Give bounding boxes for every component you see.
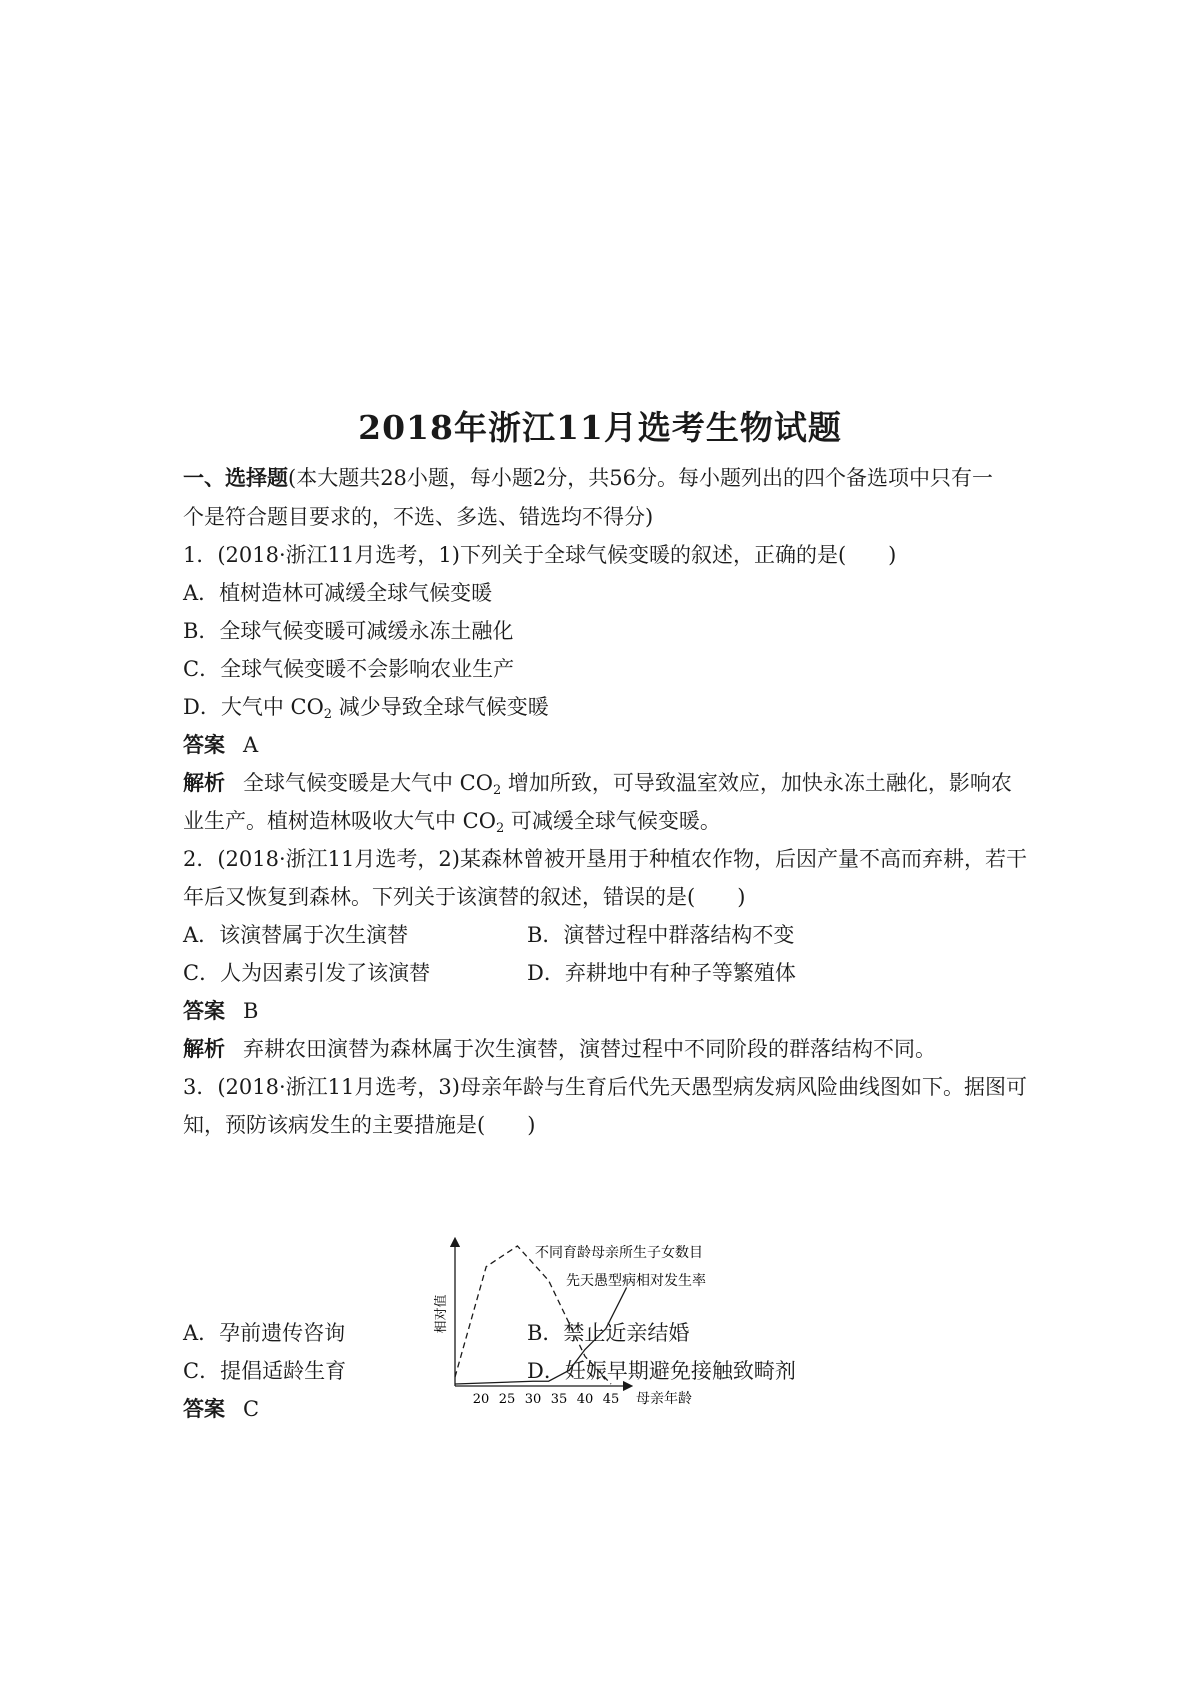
q1-analysis-1-pre: 全球气候变暖是大气中 CO: [243, 771, 493, 795]
q1-option-d-post: 减少导致全球气候变暖: [332, 695, 549, 719]
q2-answer-label: 答案: [183, 998, 225, 1023]
q3-answer-label: 答案: [183, 1396, 225, 1421]
q1-answer-value: A: [243, 733, 259, 757]
q3-options-row-2: [183, 1356, 1029, 1386]
x-tick-label: 25: [498, 1392, 516, 1407]
q3-option-b: B．禁止近亲结婚: [527, 1321, 690, 1345]
q1-analysis-line-1: [183, 768, 1029, 798]
q1-analysis-2-sub: 2: [495, 821, 505, 836]
q2-stem-2: 年后又恢复到森林。下列关于该演替的叙述，错误的是( ): [183, 885, 746, 909]
section-intro-line-1: [183, 463, 1029, 493]
q1-option-b: B．全球气候变暖可减缓永冻土融化: [183, 619, 514, 643]
q1-option-d: [183, 692, 1029, 722]
q3-option-c: C．提倡适龄生育: [183, 1359, 347, 1383]
q1-stem: 1．(2018·浙江11月选考，1)下列关于全球气候变暖的叙述，正确的是( ): [183, 543, 897, 567]
x-tick-label: 30: [524, 1392, 542, 1407]
q2-option-a: A．该演替属于次生演替: [183, 923, 409, 947]
q3-option-a: A．孕前遗传咨询: [183, 1321, 346, 1345]
q1-analysis-line-2: [183, 806, 1029, 836]
q3-option-d: D．妊娠早期避免接触致畸剂: [527, 1359, 796, 1383]
x-tick-label: 35: [550, 1392, 568, 1407]
q2-analysis: [183, 1034, 1029, 1064]
q1-analysis-1-sub: 2: [492, 783, 502, 798]
q2-analysis-text: 弃耕农田演替为森林属于次生演替，演替过程中不同阶段的群落结构不同。: [243, 1037, 936, 1061]
q1-option-d-sub: 2: [323, 707, 333, 722]
q2-option-d: D．弃耕地中有种子等繁殖体: [527, 961, 796, 985]
q1-option-c: C．全球气候变暖不会影响农业生产: [183, 657, 515, 681]
page-title: 2018年浙江11月选考生物试题: [358, 408, 842, 447]
x-tick-label: 40: [576, 1392, 594, 1407]
section-intro-1: (本大题共28小题，每小题2分，共56分。每小题列出的四个备选项中只有一: [288, 466, 993, 490]
q1-answer: [183, 730, 1029, 760]
q2-answer-value: B: [243, 999, 259, 1023]
q1-analysis-2-pre: 业生产。植树造林吸收大气中 CO: [183, 809, 496, 833]
q2-answer: [183, 996, 1029, 1026]
q1-analysis-2-post: 可减缓全球气候变暖。: [504, 809, 721, 833]
y-axis-label: 相对值: [434, 1294, 449, 1334]
q1-analysis-1-post: 增加所致，可导致温室效应，加快永冻土融化，影响农: [501, 771, 1012, 795]
x-axis-label: 母亲年龄: [636, 1391, 692, 1407]
q2-option-c: C．人为因素引发了该演替: [183, 961, 431, 985]
q1-analysis-label: 解析: [183, 770, 225, 795]
series-label-births: 不同育龄母亲所生子女数目: [535, 1245, 703, 1261]
q3-stem-2: 知，预防该病发生的主要措施是( ): [183, 1113, 536, 1137]
series-label-incidence: 先天愚型病相对发生率: [566, 1273, 706, 1289]
q1-answer-label: 答案: [183, 732, 225, 757]
x-tick-label: 45: [602, 1392, 620, 1407]
section-heading: 一、选择题: [183, 465, 288, 490]
q2-stem-1: 2．(2018·浙江11月选考，2)某森林曾被开垦用于种植农作物，后因产量不高而弃耕，若干: [183, 847, 1027, 871]
x-tick-label: 20: [472, 1392, 490, 1407]
q3-options-row-1: [183, 1318, 1029, 1348]
q2-analysis-label: 解析: [183, 1036, 225, 1061]
q1-option-a: A．植树造林可减缓全球气候变暖: [183, 581, 493, 605]
q2-options-row-2: [183, 958, 1029, 988]
q3-stem-1: 3．(2018·浙江11月选考，3)母亲年龄与生育后代先天愚型病发病风险曲线图如下。据图可: [183, 1075, 1027, 1099]
q2-options-row-1: [183, 920, 1029, 950]
q1-option-d-pre: D．大气中 CO: [183, 695, 324, 719]
q3-answer-value: C: [243, 1397, 260, 1421]
q3-answer: [183, 1394, 1029, 1424]
section-intro-2: 个是符合题目要求的，不选、多选、错选均不得分): [183, 505, 654, 529]
q2-option-b: B．演替过程中群落结构不变: [527, 923, 795, 947]
